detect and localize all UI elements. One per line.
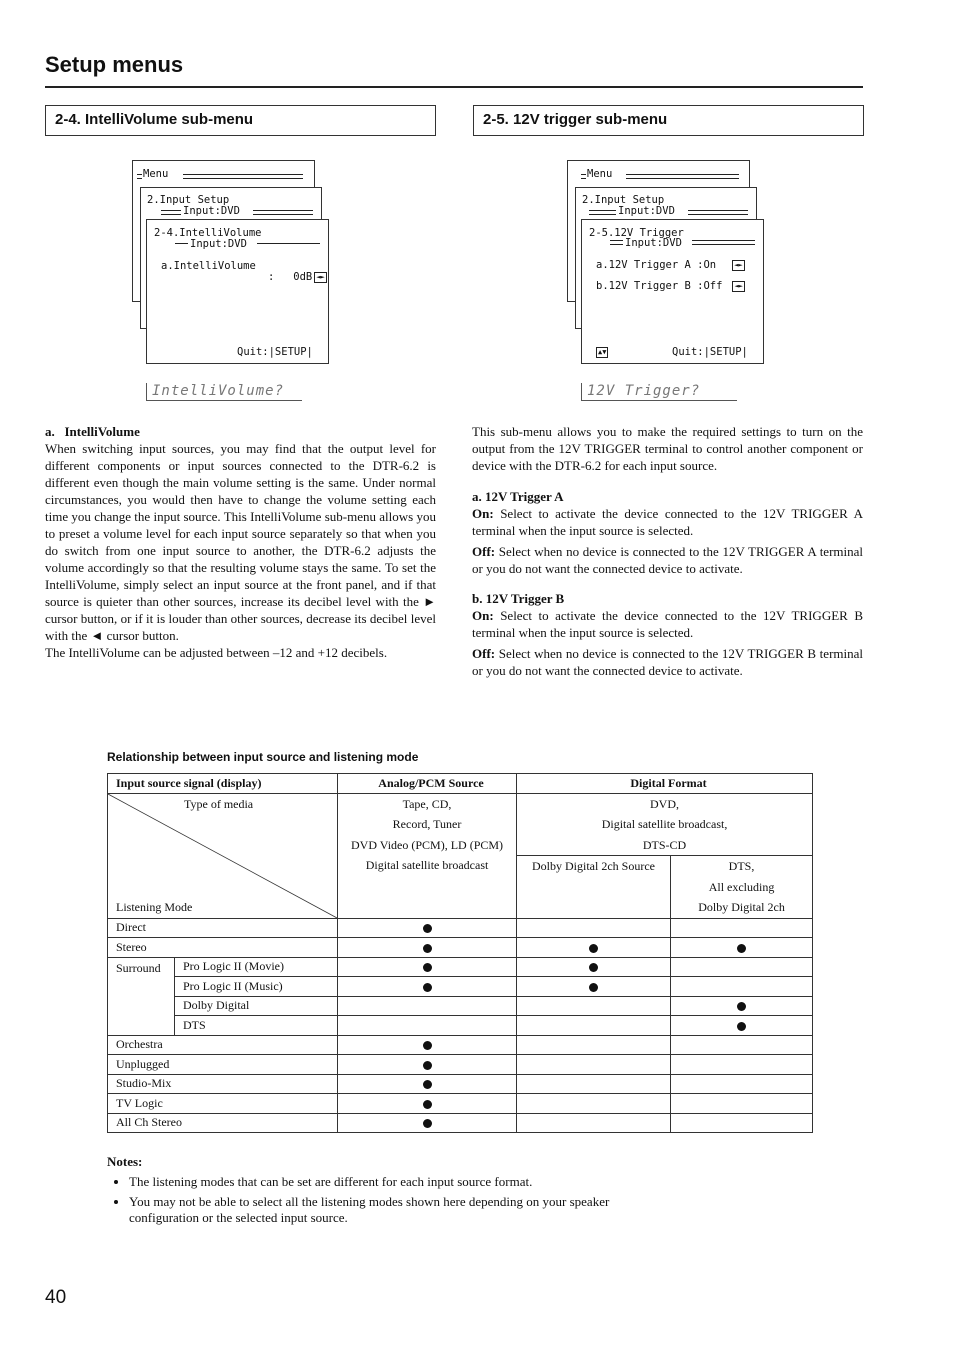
dolby-source-cell <box>517 856 671 919</box>
intellivolume-subheading: a. IntelliVolume <box>45 424 140 439</box>
table-row <box>108 957 813 977</box>
osd-item-a: a.12V Trigger A :On ◄► <box>596 259 743 271</box>
osd-level2-sub: Input:DVD <box>183 205 240 217</box>
mode-label: Dolby Digital <box>175 996 338 1016</box>
cell-dolby <box>517 1055 671 1075</box>
analog-media-line: Tape, CD, <box>402 796 452 811</box>
supported-dot-icon <box>737 944 746 953</box>
intellivolume-heading: 2-4. IntelliVolume sub-menu <box>45 105 436 136</box>
cell-analog <box>338 977 517 997</box>
supported-dot-icon <box>423 944 432 953</box>
osd-level3-title: 2-4.IntelliVolume <box>154 227 262 239</box>
up-down-keys-icon: ▲▼ <box>598 347 607 356</box>
table-caption: Relationship between input source and listening mode <box>107 750 419 764</box>
dts-source-line: Dolby Digital 2ch <box>698 900 785 914</box>
dts-source-cell <box>671 856 813 919</box>
header-analog: Analog/PCM Source <box>338 774 517 794</box>
trigger-a-off-text: Select when no device is connected to the 12V TRIGGER A terminal or you do not want the connected device to activate. <box>472 544 864 576</box>
type-of-media-label: Type of media <box>184 796 254 811</box>
cell-dolby <box>517 1074 671 1094</box>
table-row <box>108 1074 813 1094</box>
digital-media-list <box>517 794 812 856</box>
cell-dts <box>671 1055 813 1075</box>
osd-quit-r: Quit:|SETUP| <box>672 346 748 358</box>
notes <box>107 1154 667 1230</box>
cell-analog <box>338 957 517 977</box>
mode-rows <box>108 918 813 1133</box>
mode-label: Stereo <box>108 938 338 958</box>
osd-level3-sub: Input:DVD <box>190 238 247 250</box>
osd-trigger-layer <box>581 219 764 364</box>
trigger-b-heading: b. 12V Trigger B <box>472 591 565 606</box>
cell-dts <box>671 1016 813 1036</box>
supported-dot-icon <box>423 1119 432 1128</box>
mode-label: Direct <box>108 918 338 938</box>
supported-dot-icon <box>737 1022 746 1031</box>
cell-dolby <box>517 957 671 977</box>
cell-analog <box>338 1016 517 1036</box>
trigger-description <box>472 423 863 679</box>
trigger-heading: 2-5. 12V trigger sub-menu <box>473 105 864 136</box>
trigger-b-off-text: Select when no device is connected to the 12V TRIGGER B terminal or you do not want the connected device to activate. <box>472 646 864 678</box>
trigger-a-on-label: On: <box>472 506 494 521</box>
cell-dolby <box>517 1016 671 1036</box>
diagonal-header-cell <box>108 793 338 918</box>
cell-analog <box>338 1113 517 1133</box>
osd-menu-label-r: Menu <box>587 168 613 180</box>
trigger-a-off-label: Off: <box>472 544 496 559</box>
left-right-keys-icon-b: ◄► <box>734 281 743 290</box>
cell-dolby <box>517 918 671 938</box>
cell-analog <box>338 1074 517 1094</box>
osd-level3-sub-r: Input:DVD <box>625 237 682 249</box>
table-row <box>108 1055 813 1075</box>
table-row <box>108 1113 813 1133</box>
intellivolume-body: When switching input sources, you may find that the output level for different components or input sources connected to the DTR-6.2 is different even though the main volume setting is the same. Under normal circumstances, you would then have to change the volume setting each time you change the input source. This IntelliVolume sub-menu allows you to preset a volume level for each input source separately so that when you do switch from one input source to another, the DTR-6.2 adjusts the volume accordingly so that the resulting volume stays the same. To set the IntelliVolume, simply select an input source at the front panel, and if that source is quieter than other sources, increase its decibel level with the ► cursor button, or if it is louder than other sources, decrease its decibel level with the ◄ cursor button. <box>45 441 436 643</box>
digital-media-line: Digital satellite broadcast, <box>601 817 728 831</box>
mode-label: Orchestra <box>108 1035 338 1055</box>
mode-label: All Ch Stereo <box>108 1113 338 1133</box>
cell-dolby <box>517 996 671 1016</box>
supported-dot-icon <box>589 944 598 953</box>
osd-level2-title: 2.Input Setup <box>147 194 230 206</box>
cell-analog <box>338 918 517 938</box>
table-row <box>108 996 813 1016</box>
supported-dot-icon <box>589 963 598 972</box>
cell-dts <box>671 938 813 958</box>
digital-media-line: DTS-CD <box>642 837 687 852</box>
table-row <box>108 938 813 958</box>
mode-label: TV Logic <box>108 1094 338 1114</box>
left-right-keys-icon-a: ◄► <box>734 260 743 269</box>
page-number: 40 <box>45 1287 67 1308</box>
note-item: • The listening modes that can be set are different for each input source format. <box>129 1174 667 1190</box>
supported-dot-icon <box>423 1080 432 1089</box>
cell-analog <box>338 1055 517 1075</box>
supported-dot-icon <box>589 983 598 992</box>
table-row <box>108 1094 813 1114</box>
intellivolume-range: The IntelliVolume can be adjusted between –12 and +12 decibels. <box>45 645 388 660</box>
supported-dot-icon <box>737 1002 746 1011</box>
intellivolume-display: IntelliVolume? <box>146 383 302 401</box>
table-row <box>108 918 813 938</box>
cell-analog <box>338 996 517 1016</box>
notes-title: Notes: <box>107 1154 143 1169</box>
mode-label: Pro Logic II (Movie) <box>175 957 338 977</box>
dts-source-line: All excluding <box>708 879 775 894</box>
listening-mode-label: Listening Mode <box>116 899 193 914</box>
osd-quit: Quit:|SETUP| <box>237 346 313 358</box>
supported-dot-icon <box>423 924 432 933</box>
page-title: Setup menus <box>45 52 184 77</box>
analog-media-cell <box>338 793 517 918</box>
trigger-b-on-text: Select to activate the device connected to the 12V TRIGGER B terminal when the input source is selected. <box>472 608 863 640</box>
trigger-intro: This sub-menu allows you to make the required settings to turn on the output from the 12V TRIGGER terminal to control another component or device with the DTR-6.2 for each input source. <box>472 424 863 473</box>
dolby-source-label: Dolby Digital 2ch Source <box>532 859 655 873</box>
dts-source-line: DTS, <box>728 859 755 873</box>
table-header-row <box>108 774 813 794</box>
media-row <box>108 793 813 856</box>
osd-intellivolume-layer <box>146 219 329 364</box>
title-rule <box>45 86 863 88</box>
intellivolume-description <box>45 423 436 661</box>
cell-analog <box>338 1094 517 1114</box>
cell-dts <box>671 1094 813 1114</box>
cell-dts <box>671 957 813 977</box>
osd-level3-title-r: 2-5.12V Trigger <box>589 227 684 239</box>
dts-source-list <box>671 856 812 918</box>
left-right-keys-icon: ◄► <box>316 272 325 281</box>
cell-dolby <box>517 1094 671 1114</box>
table-row <box>108 977 813 997</box>
cell-analog <box>338 938 517 958</box>
note-item: • You may not be able to select all the listening modes shown here depending on your speaker configuration or the selected input source. <box>129 1194 667 1226</box>
analog-media-line: DVD Video (PCM), LD (PCM) <box>350 837 504 852</box>
header-input-source: Input source signal (display) <box>108 774 338 794</box>
cell-dts <box>671 918 813 938</box>
cell-dts <box>671 1035 813 1055</box>
osd-item-value: : 0dB ◄► <box>268 271 325 283</box>
table-row <box>108 1035 813 1055</box>
trigger-display: 12V Trigger? <box>581 383 737 401</box>
surround-label: Surround <box>108 957 175 1035</box>
mode-label: Unplugged <box>108 1055 338 1075</box>
osd-level2-title-r: 2.Input Setup <box>582 194 665 206</box>
trigger-b-off-label: Off: <box>472 646 496 661</box>
cell-dolby <box>517 938 671 958</box>
mode-label: Studio-Mix <box>108 1074 338 1094</box>
cell-dolby <box>517 1035 671 1055</box>
osd-item-b: b.12V Trigger B :Off ◄► <box>596 280 743 292</box>
cell-dolby <box>517 1113 671 1133</box>
supported-dot-icon <box>423 1041 432 1050</box>
cell-analog <box>338 1035 517 1055</box>
mode-label: Pro Logic II (Music) <box>175 977 338 997</box>
osd-menu-label: Menu <box>143 168 169 180</box>
analog-media-list <box>338 794 516 876</box>
listening-mode-table <box>107 773 813 1133</box>
table-row <box>108 1016 813 1036</box>
digital-media-line: DVD, <box>650 796 680 811</box>
digital-media-cell <box>517 793 813 856</box>
supported-dot-icon <box>423 1061 432 1070</box>
trigger-a-on-text: Select to activate the device connected to the 12V TRIGGER A terminal when the input source is selected. <box>472 506 863 538</box>
supported-dot-icon <box>423 1100 432 1109</box>
cell-dts <box>671 1074 813 1094</box>
osd-level2-sub-r: Input:DVD <box>618 205 675 217</box>
osd-item-label: a.IntelliVolume <box>161 260 256 272</box>
supported-dot-icon <box>423 963 432 972</box>
cell-dts <box>671 977 813 997</box>
cell-dolby <box>517 977 671 997</box>
analog-media-line: Record, Tuner <box>392 817 462 831</box>
supported-dot-icon <box>423 983 432 992</box>
header-digital: Digital Format <box>517 774 813 794</box>
cell-dts <box>671 1113 813 1133</box>
trigger-b-on-label: On: <box>472 608 494 623</box>
analog-media-line: Digital satellite broadcast <box>365 858 489 872</box>
trigger-a-heading: a. 12V Trigger A <box>472 489 564 504</box>
cell-dts <box>671 996 813 1016</box>
mode-label: DTS <box>175 1016 338 1036</box>
